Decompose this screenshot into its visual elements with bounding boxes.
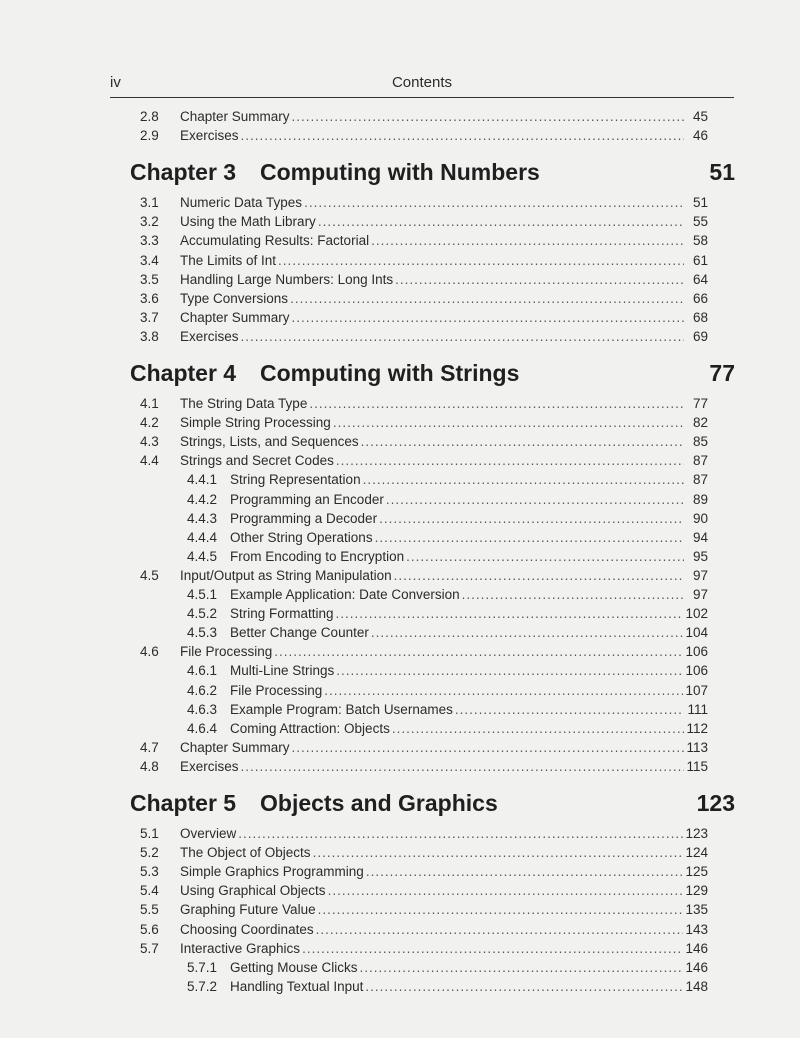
running-header <box>110 74 734 96</box>
section-page-number: 87 <box>692 472 708 488</box>
section-page-number: 94 <box>692 529 708 545</box>
section-number: 5.4 <box>140 883 159 899</box>
toc-section-entry[interactable] <box>130 327 708 346</box>
section-page-number: 82 <box>692 415 708 431</box>
toc-subsection-entry[interactable] <box>130 681 708 700</box>
section-page-number: 112 <box>686 720 708 736</box>
section-page-number: 135 <box>685 902 708 918</box>
section-page-number: 129 <box>685 883 708 899</box>
dot-leader <box>360 958 684 977</box>
section-number: 4.3 <box>140 434 159 450</box>
chapter-page-number: 123 <box>696 790 735 816</box>
toc-section-entry[interactable] <box>130 126 708 145</box>
section-title: String Representation <box>230 472 361 488</box>
chapter-label: Chapter 3 <box>130 159 237 186</box>
toc-section-entry[interactable] <box>130 394 708 413</box>
dot-leader <box>462 585 684 604</box>
section-page-number: 66 <box>692 290 708 306</box>
dot-leader <box>394 566 684 585</box>
section-page-number: 90 <box>692 510 708 526</box>
toc-subsection-entry[interactable] <box>130 661 708 680</box>
section-title: Chapter Summary <box>180 739 290 755</box>
section-number: 4.4 <box>140 453 159 469</box>
section-number: 4.4.1 <box>187 472 218 488</box>
section-number: 4.5.2 <box>187 606 218 622</box>
header-title: Contents <box>391 74 453 91</box>
toc-subsection-entry[interactable] <box>130 490 708 509</box>
section-number: 5.7.2 <box>187 978 218 994</box>
section-page-number: 58 <box>692 233 708 249</box>
section-title: Example Application: Date Conversion <box>230 587 460 602</box>
toc-section-entry[interactable] <box>130 413 708 432</box>
toc-subsection-entry[interactable] <box>130 958 708 977</box>
section-number: 5.7 <box>140 940 159 956</box>
dot-leader <box>292 308 684 327</box>
section-title: Better Change Counter <box>230 625 369 641</box>
toc-section-entry[interactable] <box>130 920 708 939</box>
section-title: Exercises <box>180 328 239 344</box>
section-number: 5.5 <box>140 902 159 918</box>
section-title: Graphing Future Value <box>180 902 316 918</box>
section-page-number: 55 <box>692 214 708 230</box>
section-title: The Object of Objects <box>180 845 311 861</box>
toc-section-entry[interactable] <box>130 270 708 289</box>
dot-leader <box>386 490 684 509</box>
toc-section-entry[interactable] <box>130 642 708 661</box>
toc-section-entry[interactable] <box>130 212 708 231</box>
section-title: Interactive Graphics <box>180 940 301 956</box>
dot-leader <box>366 862 684 881</box>
toc-section-entry[interactable] <box>130 738 708 757</box>
dot-leader <box>365 977 683 996</box>
dot-leader <box>292 738 684 757</box>
section-number: 4.4.4 <box>187 529 218 545</box>
section-page-number: 148 <box>685 978 708 994</box>
section-title: Using Graphical Objects <box>180 883 326 899</box>
chapter-title: Objects and Graphics <box>260 790 498 816</box>
section-page-number: 113 <box>686 739 708 755</box>
toc-subsection-entry[interactable] <box>130 700 708 719</box>
section-title: Strings and Secret Codes <box>180 453 334 469</box>
section-number: 3.6 <box>140 290 159 306</box>
section-page-number: 143 <box>685 921 708 937</box>
dot-leader <box>328 881 684 900</box>
section-title: The Limits of Int <box>180 252 277 268</box>
toc-section-entry[interactable] <box>130 824 708 843</box>
toc-subsection-entry[interactable] <box>130 470 708 489</box>
toc-section-entry[interactable] <box>130 566 708 585</box>
section-title: Other String Operations <box>230 529 373 545</box>
toc-subsection-entry[interactable] <box>130 585 708 604</box>
dot-leader <box>241 327 684 346</box>
dot-leader <box>304 193 684 212</box>
dot-leader <box>290 289 684 308</box>
section-title: Overview <box>180 826 237 841</box>
section-title: Simple String Processing <box>180 415 331 431</box>
dot-leader <box>313 843 684 862</box>
section-title: Getting Mouse Clicks <box>230 959 358 975</box>
chapter-page-number: 51 <box>709 159 735 186</box>
toc-section-entry[interactable] <box>130 231 708 250</box>
dot-leader <box>336 604 684 623</box>
chapter-page-number: 77 <box>709 360 735 386</box>
chapter-label: Chapter 4 <box>130 360 237 386</box>
section-title: Strings, Lists, and Sequences <box>180 434 359 450</box>
dot-leader <box>333 413 684 432</box>
dot-leader <box>309 394 684 413</box>
toc-subsection-entry[interactable] <box>130 547 708 566</box>
section-title: Type Conversions <box>180 290 289 306</box>
section-number: 4.8 <box>140 758 159 774</box>
toc-section-entry[interactable] <box>130 862 708 881</box>
section-number: 2.9 <box>140 128 159 144</box>
section-title: Multi-Line Strings <box>230 663 335 679</box>
toc-subsection-entry[interactable] <box>130 509 708 528</box>
section-number: 3.8 <box>140 328 159 344</box>
section-number: 4.5.3 <box>187 625 218 641</box>
dot-leader <box>316 920 684 939</box>
dot-leader <box>241 757 684 776</box>
dot-leader <box>324 681 683 700</box>
section-page-number: 146 <box>685 940 708 956</box>
section-page-number: 107 <box>685 682 708 698</box>
section-page-number: 45 <box>692 109 708 124</box>
section-number: 4.6.4 <box>187 720 218 736</box>
section-title: Numeric Data Types <box>180 195 303 211</box>
section-page-number: 77 <box>692 396 708 411</box>
section-page-number: 95 <box>692 548 708 564</box>
section-number: 4.5 <box>140 567 159 583</box>
section-page-number: 97 <box>692 587 708 602</box>
dot-leader <box>392 719 684 738</box>
section-title: Programming an Encoder <box>230 491 384 507</box>
toc-section-entry[interactable] <box>130 757 708 776</box>
section-number: 4.4.5 <box>187 548 218 564</box>
section-number: 5.1 <box>140 826 159 841</box>
header-rule <box>110 97 734 98</box>
section-number: 5.7.1 <box>187 959 218 975</box>
chapter-heading[interactable] <box>130 159 735 189</box>
section-title: Exercises <box>180 128 239 144</box>
toc-section-entry[interactable] <box>130 193 708 212</box>
section-title: File Processing <box>180 644 273 660</box>
section-number: 4.6.3 <box>187 701 218 717</box>
section-page-number: 146 <box>685 959 708 975</box>
section-page-number: 61 <box>692 252 708 268</box>
toc-section-entry[interactable] <box>130 900 708 919</box>
dot-leader <box>278 251 684 270</box>
section-number: 5.3 <box>140 864 159 880</box>
section-page-number: 102 <box>685 606 708 622</box>
section-title: The String Data Type <box>180 396 308 411</box>
section-number: 3.7 <box>140 309 159 325</box>
toc-section-entry[interactable] <box>130 939 708 958</box>
dot-leader <box>371 231 684 250</box>
section-number: 3.1 <box>140 195 159 211</box>
section-number: 3.4 <box>140 252 159 268</box>
section-title: Handling Large Numbers: Long Ints <box>180 271 394 287</box>
section-page-number: 104 <box>685 625 708 641</box>
dot-leader <box>318 212 684 231</box>
section-page-number: 97 <box>692 567 708 583</box>
section-title: Choosing Coordinates <box>180 921 314 937</box>
toc-subsection-entry[interactable] <box>130 623 708 642</box>
section-page-number: 124 <box>685 845 708 861</box>
toc-section-entry[interactable] <box>130 251 708 270</box>
chapter-label: Chapter 5 <box>130 790 237 816</box>
section-title: Chapter Summary <box>180 109 290 124</box>
section-number: 2.8 <box>140 109 159 124</box>
toc-section-entry[interactable] <box>130 289 708 308</box>
section-number: 5.6 <box>140 921 159 937</box>
section-number: 4.6.1 <box>187 663 218 679</box>
section-number: 4.7 <box>140 739 159 755</box>
section-page-number: 69 <box>692 328 708 344</box>
header-page-number: iv <box>110 74 121 91</box>
section-page-number: 85 <box>692 434 708 450</box>
section-number: 3.3 <box>140 233 159 249</box>
section-number: 3.5 <box>140 271 159 287</box>
dot-leader <box>395 270 684 289</box>
dot-leader <box>241 126 684 145</box>
section-title: Coming Attraction: Objects <box>230 720 390 736</box>
section-page-number: 125 <box>685 864 708 880</box>
section-page-number: 115 <box>686 758 708 774</box>
section-page-number: 46 <box>692 128 708 144</box>
section-page-number: 89 <box>692 491 708 507</box>
dot-leader <box>318 900 684 919</box>
toc-section-entry[interactable] <box>130 843 708 862</box>
dot-leader <box>302 939 683 958</box>
chapter-heading[interactable] <box>130 790 735 820</box>
section-page-number: 64 <box>692 271 708 287</box>
section-title: Exercises <box>180 758 239 774</box>
dot-leader <box>371 623 684 642</box>
section-page-number: 51 <box>692 195 708 211</box>
section-title: Input/Output as String Manipulation <box>180 567 392 583</box>
section-title: Accumulating Results: Factorial <box>180 233 370 249</box>
section-number: 4.1 <box>140 396 159 411</box>
toc-section-entry[interactable] <box>130 451 708 470</box>
section-number: 4.6 <box>140 644 159 660</box>
toc-section-entry[interactable] <box>130 432 708 451</box>
dot-leader <box>455 700 684 719</box>
dot-leader <box>406 547 684 566</box>
chapter-title: Computing with Numbers <box>260 159 540 186</box>
toc-section-entry[interactable] <box>130 881 708 900</box>
section-title: Handling Textual Input <box>230 978 364 994</box>
dot-leader <box>363 470 684 489</box>
section-page-number: 106 <box>685 644 708 660</box>
dot-leader <box>361 432 684 451</box>
toc-subsection-entry[interactable] <box>130 719 708 738</box>
chapter-heading[interactable] <box>130 360 735 390</box>
section-number: 4.6.2 <box>187 682 218 698</box>
section-title: Using the Math Library <box>180 214 316 230</box>
dot-leader <box>379 509 684 528</box>
section-title: Simple Graphics Programming <box>180 864 364 880</box>
dot-leader <box>274 642 683 661</box>
chapter-title: Computing with Strings <box>260 360 520 386</box>
section-number: 4.4.3 <box>187 510 218 526</box>
dot-leader <box>238 824 683 843</box>
section-number: 4.2 <box>140 415 159 431</box>
section-number: 5.2 <box>140 845 159 861</box>
toc-subsection-entry[interactable] <box>130 977 708 996</box>
dot-leader <box>336 661 683 680</box>
toc-section-entry[interactable] <box>130 107 708 126</box>
section-title: Programming a Decoder <box>230 510 378 526</box>
toc-subsection-entry[interactable] <box>130 604 708 623</box>
section-title: Chapter Summary <box>180 309 290 325</box>
dot-leader <box>375 528 684 547</box>
section-title: File Processing <box>230 682 323 698</box>
toc-section-entry[interactable] <box>130 308 708 327</box>
section-page-number: 111 <box>687 701 708 717</box>
section-page-number: 68 <box>692 309 708 325</box>
section-number: 3.2 <box>140 214 159 230</box>
section-title: Example Program: Batch Usernames <box>230 701 453 717</box>
section-page-number: 106 <box>685 663 708 679</box>
dot-leader <box>292 107 684 126</box>
section-page-number: 87 <box>692 453 708 469</box>
toc-subsection-entry[interactable] <box>130 528 708 547</box>
section-page-number: 123 <box>685 826 708 841</box>
section-title: String Formatting <box>230 606 334 622</box>
section-number: 4.4.2 <box>187 491 218 507</box>
section-number: 4.5.1 <box>187 587 218 602</box>
dot-leader <box>336 451 684 470</box>
section-title: From Encoding to Encryption <box>230 548 405 564</box>
